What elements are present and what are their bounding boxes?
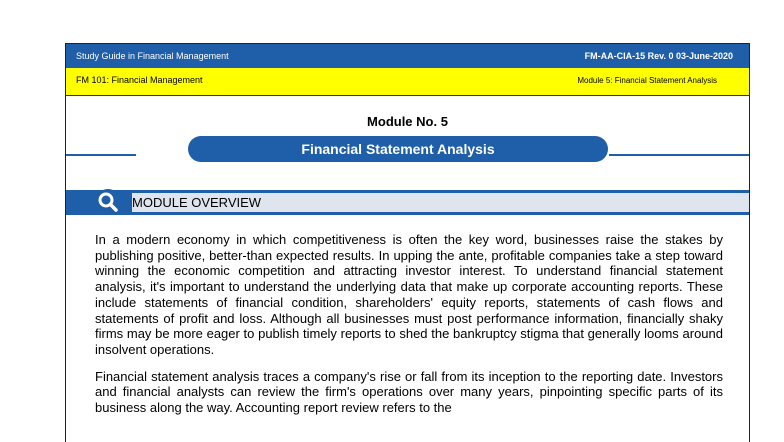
subheader-bar bbox=[66, 68, 749, 96]
paragraph-2: Financial statement analysis traces a company's rise or fall from its inception to the reporting date. Investors and financial analysts can review the firm's operations over many years, pinpointing specific parts of its business along the way. Accounting report review refers to the bbox=[95, 368, 723, 416]
title-rule-right bbox=[609, 154, 749, 156]
overview-label-box bbox=[132, 193, 749, 212]
title-rule-left bbox=[66, 154, 136, 156]
header-right: FM-AA-CIA-15 Rev. 0 03-June-2020 bbox=[584, 51, 733, 61]
module-number: Module No. 5 bbox=[367, 114, 448, 129]
subheader-left: FM 101: Financial Management bbox=[76, 75, 203, 85]
overview-body bbox=[95, 232, 723, 427]
overview-bar bbox=[66, 190, 749, 215]
document-page bbox=[65, 43, 750, 442]
paragraph-1: In a modern economy in which competitiveness is often the key word, businesses raise the stakes by publishing positive, better-than expected results. In upping the ante, profitable companies take a step toward winning the economic competition and attracting investor interest. To understand financial statement analysis, it's important to understand the underlying data that make up corporate accounting reports. These include statements of financial condition, shareholders' equity reports, statements of cash flows and statements of profit and loss. Although all businesses must post performance information, financially shaky firms may be more eager to publish timely reports to shed the bankruptcy stigma that generally looms around insolvent operations. bbox=[95, 232, 723, 357]
overview-label: MODULE OVERVIEW bbox=[132, 195, 262, 210]
module-title: Financial Statement Analysis bbox=[188, 136, 608, 162]
subheader-right: Module 5: Financial Statement Analysis bbox=[577, 76, 717, 85]
header-bar bbox=[66, 44, 749, 68]
search-icon bbox=[94, 188, 122, 216]
header-left: Study Guide in Financial Management bbox=[76, 51, 229, 61]
